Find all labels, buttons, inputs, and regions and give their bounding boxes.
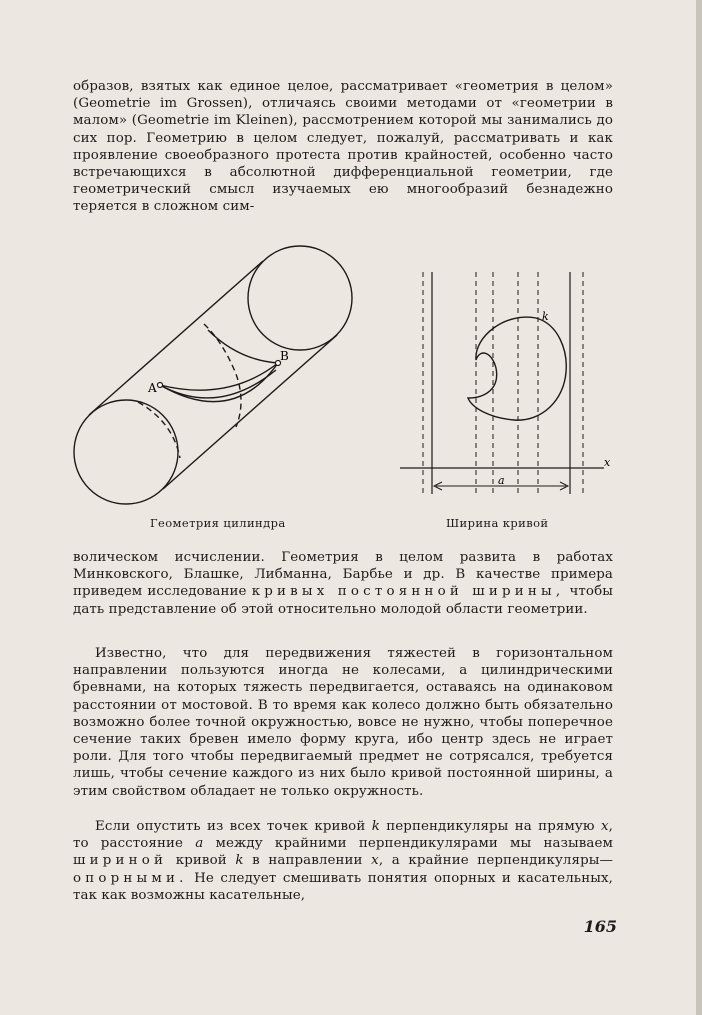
- p4-var-x2: x: [371, 853, 379, 869]
- figure-caption-cylinder: Геометрия цилиндра: [150, 516, 286, 530]
- label-b: B: [280, 349, 289, 363]
- p3-text: Известно, что для передвижения тяжестей в горизонтальном направлении пользуются иногда не колесами, а цилиндрическими бревнами, на которых тяжесть передвигается, оставаясь на одинаковом расстоянии от мостовой. В то время как колесо должно быть обязательно возможно более точной окружностью, вовсе не нужно, чтобы поперечное сечение таких бревен имело форму круга, ибо центр здесь не играет роли. Для того чтобы передвигаемый предмет не сотрясался, требуется лишь, чтобы сечение каждого из них было кривой постоянной ширины, а этим свойством обладает не только окружность.: [73, 646, 613, 799]
- page-number: 165: [583, 917, 617, 936]
- p4-part-d: между крайними перпендикулярами мы называем: [215, 836, 613, 852]
- p4-var-k1: k: [371, 819, 380, 834]
- page-edge: [696, 0, 702, 1015]
- p4-part-e: кривой: [175, 853, 227, 869]
- p4-var-a: a: [195, 836, 204, 852]
- curve-upper: [208, 330, 278, 363]
- top-circle: [248, 246, 352, 350]
- p4-spaced-support: опорными.: [73, 870, 188, 886]
- label-x: x: [604, 456, 611, 469]
- cylinder-lower-line: [163, 335, 337, 489]
- label-k: k: [542, 310, 549, 323]
- p4-var-x1: x: [601, 819, 609, 834]
- paragraph-3: [73, 645, 613, 800]
- label-a-width: a: [498, 474, 505, 487]
- point-a: [158, 383, 163, 388]
- curve-k: [468, 317, 566, 420]
- hidden-arc-top: [204, 324, 241, 427]
- paragraph-2: [73, 549, 613, 618]
- p4-part-h: Не следует смешивать понятия опорных и касательных, так как возможны касательные,: [73, 870, 613, 903]
- paragraph-1: образов, взятых как единое целое, рассматривает «геометрия в целом» (Geometrie im Grossen), отличаясь своими методами от «геометрии в малом» (Geometrie im Kleinen), рассмотрением которой мы занимались до сих пор. Геометрию в целом следует, пожалуй, рассматривать и как проявление своеобразного протеста против крайностей, особенно часто встречающихся в абсолютной дифференциальной геометрии, где геометрический смысл изучаемых ею многообразий безнадежно теряется в сложном сим-: [73, 79, 613, 215]
- cylinder-figure: [68, 242, 368, 512]
- label-a: A: [148, 381, 157, 395]
- p2-before: волическом исчислении. Геометрия в целом развита в работах Минковского, Блашке, Либманна, Барбье и др. В качестве примера приведем исследование: [73, 550, 613, 600]
- figure-caption-width: Ширина кривой: [446, 516, 549, 530]
- p4-part-g: , а крайние перпендикуляры—: [378, 853, 613, 869]
- geodesic-curve-2: [160, 363, 278, 390]
- p4-var-k2: k: [235, 853, 244, 869]
- geodesic-curve-3: [160, 363, 278, 402]
- bottom-circle: [74, 400, 178, 504]
- p2-after: чтобы дать представление об этой относительно молодой области геометрии.: [73, 584, 614, 617]
- p4-part-f: в направлении: [252, 853, 363, 869]
- p4-part-c: , то расстояние: [73, 819, 614, 852]
- p4-part-b: перпендикуляры на прямую: [386, 819, 595, 834]
- p4-spaced-width: шириной: [73, 853, 168, 869]
- curve-width-figure: [396, 242, 622, 512]
- paragraph-4: [73, 818, 613, 904]
- p2-spaced-term: кривых постоянной ширины,: [251, 584, 565, 600]
- p4-part-a: Если опустить из всех точек кривой: [95, 819, 366, 834]
